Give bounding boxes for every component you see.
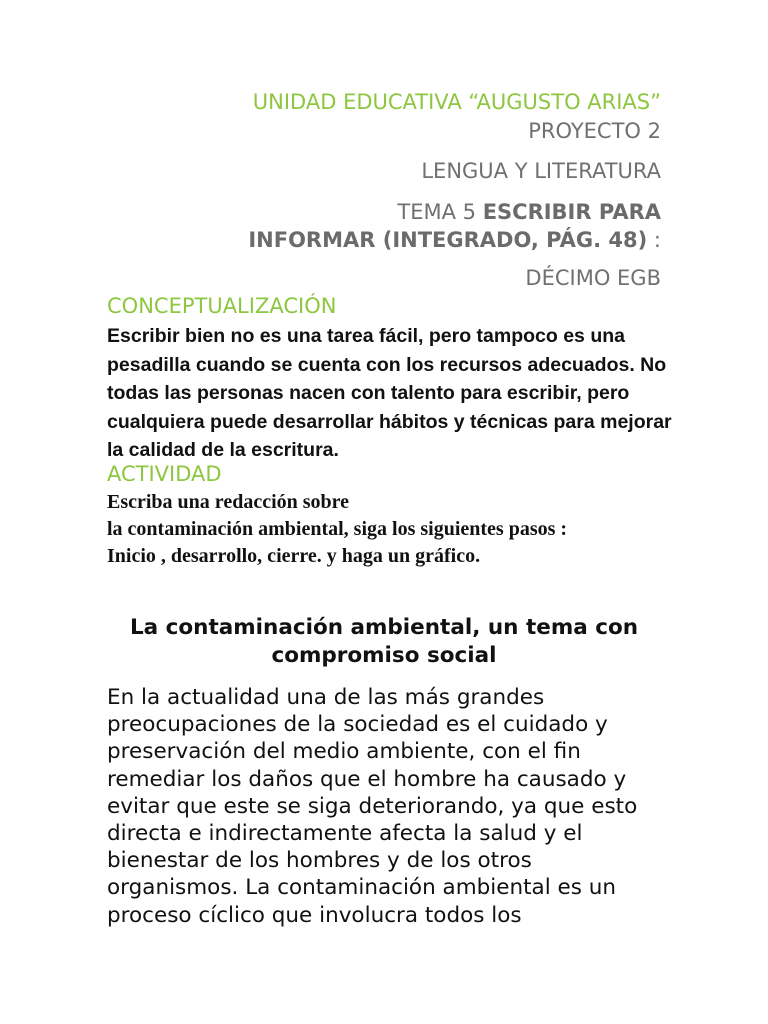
topic-line-2	[248, 228, 661, 252]
conceptualization-heading: CONCEPTUALIZACIÓN	[107, 294, 337, 318]
topic-suffix: :	[647, 228, 661, 252]
activity-instruction-3: Inicio , desarrollo, cierre. y haga un gráfico.	[107, 545, 481, 567]
topic-title-part-1: ESCRIBIR PARA	[482, 200, 661, 224]
activity-instruction-1: Escriba una redacción sobre	[107, 491, 350, 513]
topic-prefix: TEMA 5	[397, 200, 483, 224]
essay-title: La contaminación ambiental, un tema con compromiso social	[129, 615, 639, 668]
activity-instruction-2: la contaminación ambiental, siga los siguientes pasos :	[107, 518, 568, 540]
subject-title: LENGUA Y LITERATURA	[421, 159, 661, 183]
essay-body: En la actualidad una de las más grandes preocupaciones de la sociedad es el cuidado y preservación del medio ambiente, con el fin remediar los daños que el hombre ha causado y evitar que este se siga deteriorando, ya que esto directa e indirectamente afecta la salud y el bienestar de los hombres y de los otros organismos. La contaminación ambiental es un proceso cíclico que involucra todos los	[107, 685, 638, 928]
conceptualization-text: Escribir bien no es una tarea fácil, pero tampoco es una pesadilla cuando se cuenta con los recursos adecuados. No todas las personas nacen con talento para escribir, pero cualquiera puede desarrollar hábitos y técnicas para mejorar la calidad de la escritura.	[107, 325, 672, 461]
topic-title-part-2: INFORMAR (INTEGRADO, PÁG. 48)	[248, 228, 648, 252]
school-name: UNIDAD EDUCATIVA “AUGUSTO ARIAS”	[252, 90, 661, 114]
activity-heading: ACTIVIDAD	[107, 462, 222, 486]
topic-line-1	[397, 200, 661, 224]
grade-level: DÉCIMO EGB	[525, 266, 661, 290]
project-number: PROYECTO 2	[528, 119, 661, 143]
